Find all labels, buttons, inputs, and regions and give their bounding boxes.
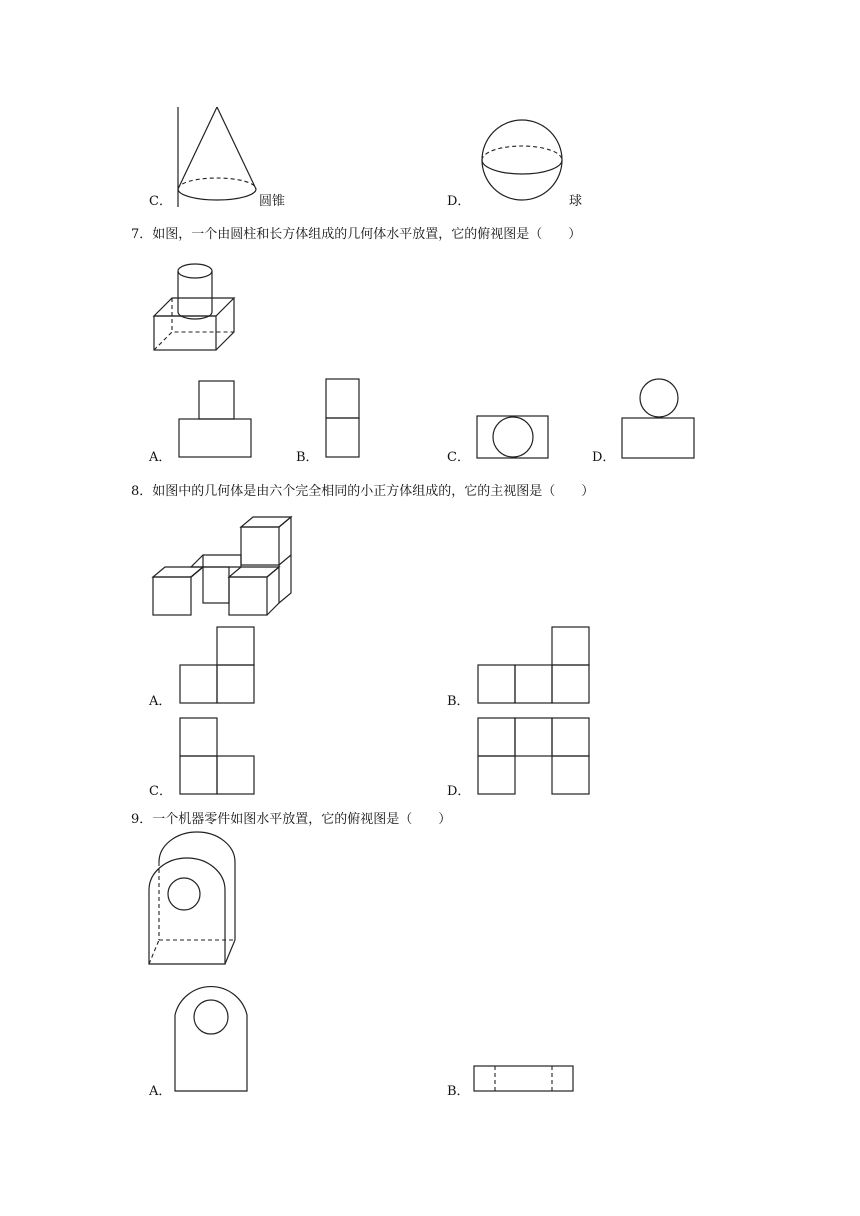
option-label: A．: [149, 450, 172, 465]
option-label: D．: [447, 194, 471, 209]
option-label: D．: [592, 450, 616, 465]
option-d-figure: [476, 717, 592, 797]
option-b-figure: [472, 1064, 576, 1094]
option-a-figure: [178, 626, 258, 706]
machine-part-figure: [145, 832, 245, 968]
cylinder-on-box-figure: [150, 260, 240, 355]
option-c-figure: [476, 415, 550, 461]
six-cubes-figure: [150, 515, 300, 620]
option-label: C．: [149, 194, 172, 209]
option-label: A．: [149, 694, 172, 709]
option-a-figure: [178, 380, 253, 460]
option-label: C．: [149, 784, 172, 799]
sphere-figure: [475, 118, 570, 208]
question-9-stem: 9．一个机器零件如图水平放置，它的俯视图是（ ）: [131, 812, 452, 827]
option-label: B．: [447, 694, 470, 709]
option-a-figure: [172, 975, 250, 1095]
option-c-figure: [178, 717, 258, 797]
option-b-figure: [325, 378, 361, 460]
option-label: B．: [447, 1084, 470, 1099]
option-b-figure: [476, 626, 592, 706]
option-label: B．: [296, 450, 319, 465]
cone-name: 圆锥: [259, 194, 286, 209]
option-label: D．: [447, 784, 471, 799]
option-label: C．: [447, 450, 470, 465]
cone-figure: [170, 105, 270, 210]
question-7-stem: 7．如图，一个由圆柱和长方体组成的几何体水平放置，它的俯视图是（ ）: [131, 227, 582, 242]
option-d-figure: [621, 377, 697, 461]
sphere-name: 球: [569, 194, 583, 209]
option-label: A．: [149, 1084, 172, 1099]
question-8-stem: 8．如图中的几何体是由六个完全相同的小正方体组成的，它的主视图是（ ）: [131, 484, 595, 499]
